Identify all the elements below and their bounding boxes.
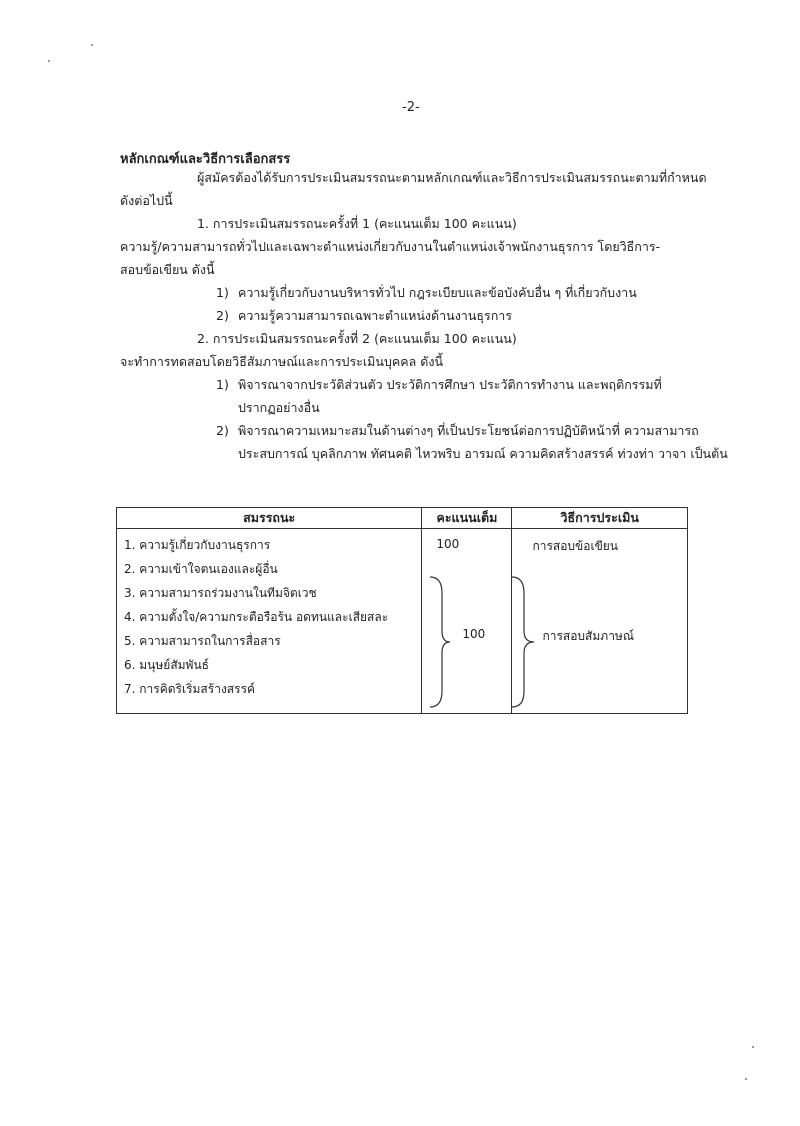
- competency-item: 6. มนุษย์สัมพันธ์: [124, 658, 209, 672]
- header-method: วิธีการประเมิน: [512, 508, 688, 529]
- method-cell: [512, 529, 688, 714]
- competency-table: [116, 507, 688, 714]
- competency-item: 4. ความตั้งใจ/ความกระตือรือร้น อดทนและเสียสละ: [124, 610, 389, 624]
- page-number: -2-: [402, 100, 420, 115]
- score-interview: 100: [462, 627, 486, 641]
- scan-speck: [48, 60, 50, 62]
- table-header-row: [117, 508, 688, 529]
- intro-line-2: ดังต่อไปนี้: [120, 193, 173, 208]
- assessment-2-item-1-num: 1): [216, 377, 229, 392]
- header-full-score: คะแนนเต็ม: [422, 508, 512, 529]
- assessment-1-desc-line-1: ความรู้/ความสามารถทั่วไปและเฉพาะตำแหน่งเกี่ยวกับงานในตำแหน่งเจ้าพนักงานธุรการ โดยวิธีการ-: [120, 239, 661, 254]
- method-written: การสอบข้อเขียน: [532, 539, 618, 553]
- assessment-2-item-1-line-2: ปรากฏอย่างอื่น: [238, 400, 320, 415]
- assessment-2-item-1-line-1: พิจารณาจากประวัติส่วนตัว ประวัติการศึกษา ประวัติการทำงาน และพฤติกรรมที่: [238, 377, 662, 392]
- competency-item: 2. ความเข้าใจตนเองและผู้อื่น: [124, 562, 278, 576]
- competency-item: 3. ความสามารถร่วมงานในทีมจิตเวช: [124, 586, 317, 600]
- score-written: 100: [436, 537, 460, 551]
- assessment-1-desc-line-2: สอบข้อเขียน ดังนี้: [120, 262, 215, 277]
- intro-line-1: ผู้สมัครต้องได้รับการประเมินสมรรถนะตามหลักเกณฑ์และวิธีการประเมินสมรรถนะตามที่กำหนด: [197, 170, 707, 185]
- assessment-1-title: 1. การประเมินสมรรถนะครั้งที่ 1 (คะแนนเต็ม 100 คะแนน): [197, 216, 517, 231]
- scan-speck: [745, 1078, 747, 1080]
- scan-speck: [752, 1046, 754, 1048]
- assessment-2-desc: จะทำการทดสอบโดยวิธีสัมภาษณ์และการประเมินบุคคล ดังนี้: [120, 354, 444, 369]
- assessment-2-item-2-line-2: ประสบการณ์ บุคลิกภาพ ทัศนคติ ไหวพริบ อารมณ์ ความคิดสร้างสรรค์ ท่วงท่า วาจา เป็นต้น: [238, 446, 728, 461]
- curly-brace: [510, 575, 536, 709]
- assessment-2-title: 2. การประเมินสมรรถนะครั้งที่ 2 (คะแนนเต็ม 100 คะแนน): [197, 331, 517, 346]
- header-competency: สมรรถนะ: [117, 508, 422, 529]
- assessment-1-item-2-num: 2): [216, 308, 229, 323]
- assessment-2-item-2-num: 2): [216, 423, 229, 438]
- table-row: [117, 529, 688, 714]
- assessment-1-item-2-text: ความรู้ความสามารถเฉพาะตำแหน่งด้านงานธุรการ: [238, 308, 513, 323]
- competency-item: 1. ความรู้เกี่ยวกับงานธุรการ: [124, 538, 271, 552]
- competency-list-cell: [117, 529, 422, 714]
- scan-speck: [91, 44, 93, 46]
- assessment-1-item-1-text: ความรู้เกี่ยวกับงานบริหารทั่วไป กฎระเบียบและข้อบังคับอื่น ๆ ที่เกี่ยวกับงาน: [238, 285, 637, 300]
- section-heading: หลักเกณฑ์และวิธีการเลือกสรร: [120, 152, 291, 167]
- method-interview: การสอบสัมภาษณ์: [542, 629, 634, 643]
- assessment-2-item-2-line-1: พิจารณาความเหมาะสมในด้านต่างๆ ที่เป็นประโยชน์ต่อการปฏิบัติหน้าที่ ความสามารถ: [238, 423, 699, 438]
- curly-brace: [428, 575, 452, 709]
- competency-item: 5. ความสามารถในการสื่อสาร: [124, 634, 281, 648]
- competency-item: 7. การคิดริเริ่มสร้างสรรค์: [124, 682, 256, 696]
- assessment-1-item-1-num: 1): [216, 285, 229, 300]
- score-cell: [422, 529, 512, 714]
